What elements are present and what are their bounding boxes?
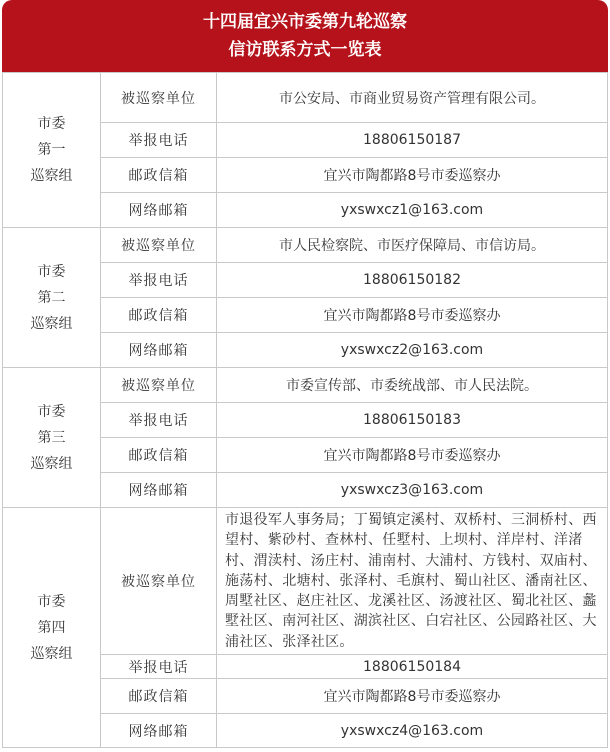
phone-label: 举报电话 xyxy=(101,655,217,679)
phone-label: 举报电话 xyxy=(101,123,217,158)
phone-label: 举报电话 xyxy=(101,263,217,298)
table-row xyxy=(3,228,608,263)
group-name: 市委 第二 巡察组 xyxy=(3,228,101,368)
unit-value: 市退役军人事务局；丁蜀镇定溪村、双桥村、三洞桥村、西望村、紫砂村、查林村、任墅村、上坝村、洋岸村、洋渚村、渭渎村、汤庄村、浦南村、大浦村、方钱村、双庙村、施荡村、北塘村、张泽村、毛旗村、蜀山社区、潘南社区、周墅社区、赵庄社区、龙溪社区、汤渡社区、蜀北社区、蠡墅社区、南河社区、湖滨社区、白宕社区、公园路社区、大浦社区、张泽社区。 xyxy=(217,508,608,655)
email-value[interactable]: yxswxcz2@163.com xyxy=(217,333,608,368)
table-row xyxy=(3,508,608,655)
post-label: 邮政信箱 xyxy=(101,158,217,193)
post-value: 宜兴市陶都路8号市委巡察办 xyxy=(217,298,608,333)
post-label: 邮政信箱 xyxy=(101,298,217,333)
post-label: 邮政信箱 xyxy=(101,438,217,473)
group-name: 市委 第一 巡察组 xyxy=(3,73,101,228)
contact-table xyxy=(2,72,608,748)
title-line-1: 十四届宜兴市委第九轮巡察 xyxy=(203,12,407,32)
unit-value: 市公安局、市商业贸易资产管理有限公司。 xyxy=(217,73,608,123)
email-value[interactable]: yxswxcz1@163.com xyxy=(217,193,608,228)
email-label: 网络邮箱 xyxy=(101,333,217,368)
email-label: 网络邮箱 xyxy=(101,193,217,228)
email-value[interactable]: yxswxcz4@163.com xyxy=(217,714,608,748)
unit-label: 被巡察单位 xyxy=(101,508,217,655)
group-name: 市委 第三 巡察组 xyxy=(3,368,101,508)
unit-label: 被巡察单位 xyxy=(101,73,217,123)
phone-value[interactable]: 18806150183 xyxy=(217,403,608,438)
title-line-2: 信访联系方式一览表 xyxy=(228,40,382,60)
post-value: 宜兴市陶都路8号市委巡察办 xyxy=(217,158,608,193)
unit-label: 被巡察单位 xyxy=(101,368,217,403)
post-value: 宜兴市陶都路8号市委巡察办 xyxy=(217,438,608,473)
table-header xyxy=(2,0,608,72)
group-name: 市委 第四 巡察组 xyxy=(3,508,101,748)
email-label: 网络邮箱 xyxy=(101,714,217,748)
table-row xyxy=(3,368,608,403)
post-label: 邮政信箱 xyxy=(101,679,217,714)
unit-value: 市人民检察院、市医疗保障局、市信访局。 xyxy=(217,228,608,263)
post-value: 宜兴市陶都路8号市委巡察办 xyxy=(217,679,608,714)
email-label: 网络邮箱 xyxy=(101,473,217,508)
phone-value[interactable]: 18806150184 xyxy=(217,655,608,679)
phone-value[interactable]: 18806150187 xyxy=(217,123,608,158)
phone-value[interactable]: 18806150182 xyxy=(217,263,608,298)
table-row xyxy=(3,73,608,123)
unit-value: 市委宣传部、市委统战部、市人民法院。 xyxy=(217,368,608,403)
email-value[interactable]: yxswxcz3@163.com xyxy=(217,473,608,508)
contact-table-sheet xyxy=(2,0,608,748)
phone-label: 举报电话 xyxy=(101,403,217,438)
unit-label: 被巡察单位 xyxy=(101,228,217,263)
